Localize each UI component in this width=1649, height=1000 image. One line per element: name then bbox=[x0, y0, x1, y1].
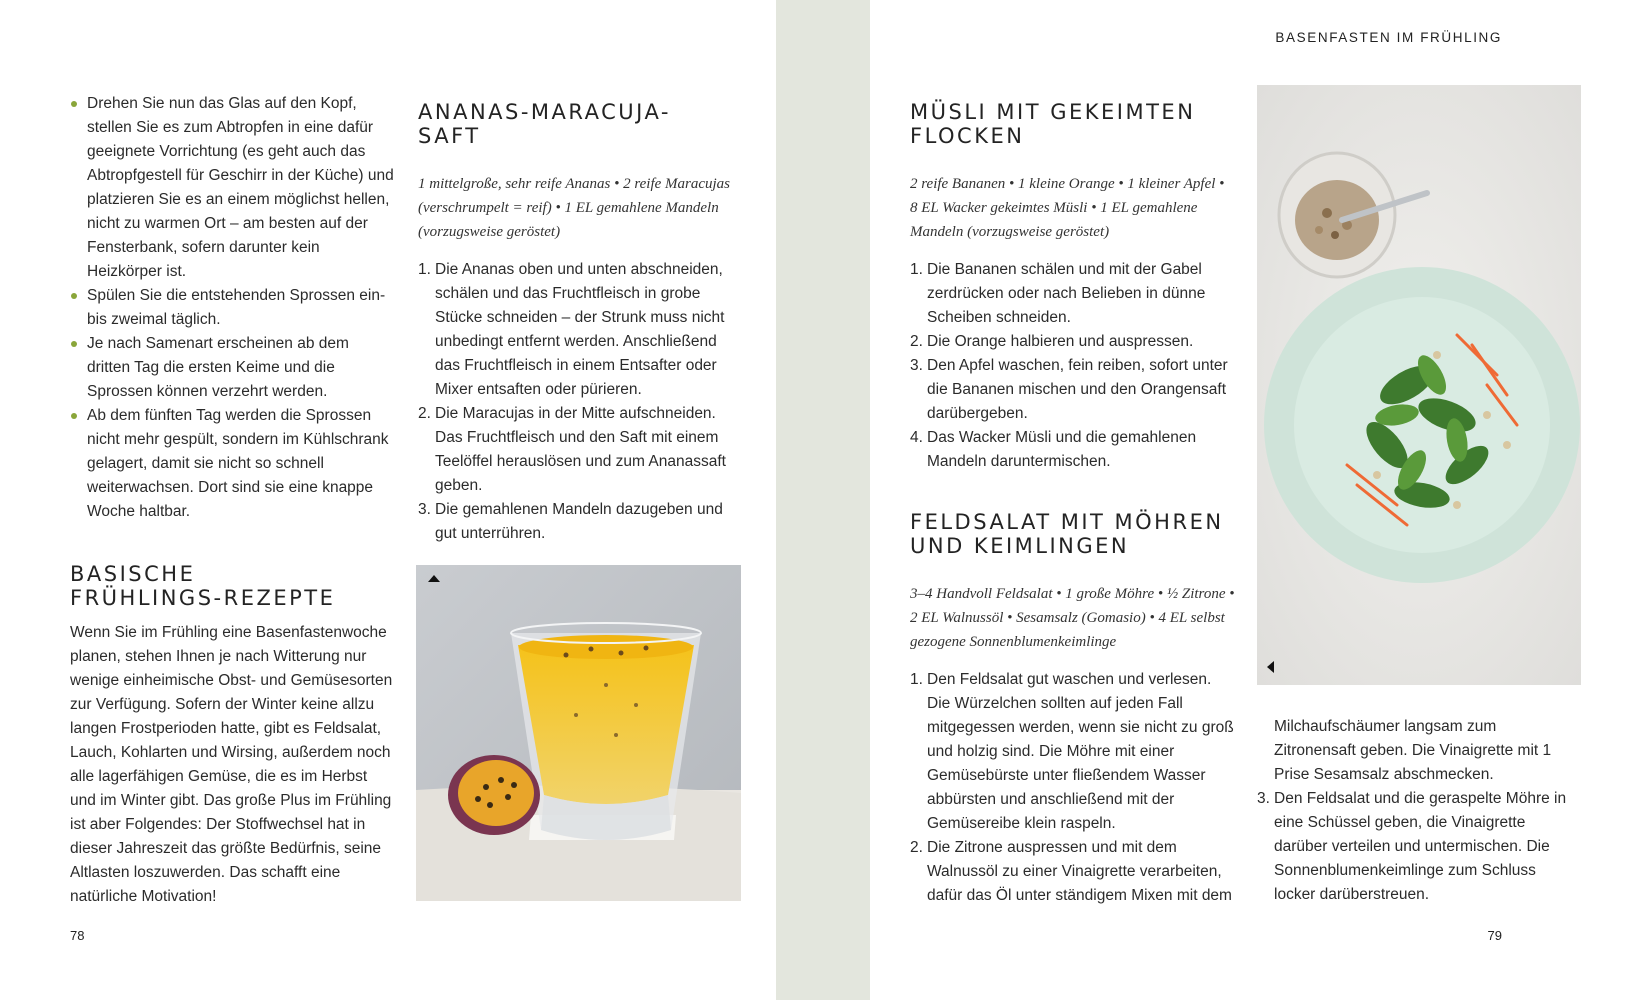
list-item: Drehen Sie nun das Glas auf den Kopf, stellen Sie es zum Abtropfen in eine dafür geeignete Vorrichtung (es geht auch das Abtropfgestell für Geschirr in der Küche) und platzieren Sie es an einem möglichst hellen, nicht zu warmen Ort – am besten auf der Fensterbank, sofern darunter kein Heizkörper ist. bbox=[70, 92, 395, 284]
juice-photo bbox=[416, 565, 741, 901]
list-item bbox=[910, 836, 1235, 908]
step-number: 4. bbox=[910, 429, 923, 446]
salad-plate bbox=[1264, 267, 1580, 583]
list-item: Ab dem fünften Tag werden die Sprossen nicht mehr gespült, sondern im Kühlschrank gelagert, damit sie nicht so schnell weiterwachsen. Dort sind sie eine knappe Woche haltbar. bbox=[70, 404, 395, 524]
triangle-marker-icon bbox=[428, 575, 440, 582]
step-text: Den Apfel waschen, fein reiben, sofort unter die Bananen mischen und den Orangensaft darübergeben. bbox=[927, 357, 1228, 422]
recipe-steps-continued bbox=[1257, 787, 1581, 907]
juice-glass-illustration bbox=[416, 565, 741, 901]
list-item bbox=[1257, 787, 1581, 907]
step-number: 2. bbox=[910, 333, 923, 350]
recipe-steps bbox=[910, 258, 1235, 474]
passion-fruit-half bbox=[448, 755, 540, 835]
page-number: 78 bbox=[70, 928, 85, 943]
section-body-text: Wenn Sie im Frühling eine Basenfastenwoche planen, stehen Ihnen je nach Witterung nur wenige einheimische Obst- und Gemüsesorten zur Verfügung. Sofern der Winter keine allzu langen Frostperioden hatte, gibt es Feldsalat, Lauch, Kohlarten und Wirsing, außerdem noch alle lagerfähigen Gemüse, die es im Herbst und im Winter gibt. Das große Plus im Frühling ist aber Folgendes: Der Stoffwechsel hat in dieser Jahreszeit das größte Bedürfnis, seine Altlasten loszuwerden. Das schafft eine natürliche Motivation! bbox=[70, 624, 393, 905]
page-number: 79 bbox=[1487, 928, 1502, 943]
recipe-ingredients: 2 reife Bananen • 1 kleine Orange • 1 kleiner Apfel • 8 EL Wacker gekeimtes Müsli • 1 EL gemahlene Mandeln (vorzugsweise geröstet) bbox=[910, 176, 1225, 240]
salad-plate-illustration bbox=[1257, 85, 1581, 685]
step-number: 2. bbox=[910, 839, 923, 856]
step-number: 1. bbox=[418, 261, 431, 278]
right-column-1 bbox=[910, 100, 1235, 474]
right-page bbox=[870, 0, 1649, 1000]
left-column-1 bbox=[70, 92, 395, 524]
list-item bbox=[910, 426, 1235, 474]
left-column-2 bbox=[418, 100, 746, 546]
recipe-title: MÜSLI MIT GEKEIMTEN FLOCKEN bbox=[910, 100, 1196, 148]
right-column-1-recipe-2 bbox=[910, 510, 1235, 908]
sprouting-steps-list bbox=[70, 92, 395, 524]
list-item bbox=[910, 668, 1235, 836]
step-text: Die gemahlenen Mandeln dazugeben und gut unterrühren. bbox=[435, 501, 723, 542]
list-item bbox=[910, 354, 1235, 426]
recipe-steps bbox=[910, 668, 1235, 908]
book-gutter bbox=[776, 0, 870, 1000]
recipe-steps bbox=[418, 258, 746, 546]
recipe-title: FELDSALAT MIT MÖHREN UND KEIMLINGEN bbox=[910, 510, 1224, 558]
step-text: Die Orange halbieren und auspressen. bbox=[927, 333, 1194, 350]
step-number: 3. bbox=[418, 501, 431, 518]
section-heading: BASISCHE FRÜHLINGS-REZEPTE bbox=[70, 562, 336, 610]
step-number: 3. bbox=[910, 357, 923, 374]
step-number: 1. bbox=[910, 671, 923, 688]
recipe-title: ANANAS-MARACUJA-SAFT bbox=[418, 100, 671, 148]
step-continuation-text: Milchaufschäumer langsam zum Zitronensaft geben. Die Vinaigrette mit 1 Prise Sesamsalz abschmecken. bbox=[1274, 718, 1552, 783]
left-page bbox=[0, 0, 776, 1000]
salad-photo bbox=[1257, 85, 1581, 685]
step-text: Den Feldsalat gut waschen und verlesen. Die Würzelchen sollten auf jeden Fall mitgegessen werden, wenn sie nicht zu groß und holzig sind. Die Möhre mit einer Gemüsebürste unter fließendem Wasser abbürsten und anschließend mit der Gemüsereibe klein raspeln. bbox=[927, 671, 1234, 832]
step-text: Die Bananen schälen und mit der Gabel zerdrücken oder nach Belieben in dünne Scheiben schneiden. bbox=[927, 261, 1206, 326]
list-item: Spülen Sie die entstehenden Sprossen ein- bis zweimal täglich. bbox=[70, 284, 395, 332]
step-text: Den Feldsalat und die geraspelte Möhre in eine Schüssel geben, die Vinaigrette darüber verteilen und untermischen. Die Sonnenblumenkeimlinge zum Schluss locker darüberstreuen. bbox=[1274, 790, 1567, 903]
running-head: BASENFASTEN IM FRÜHLING bbox=[1275, 30, 1502, 45]
list-item bbox=[910, 330, 1235, 354]
step-number: 1. bbox=[910, 261, 923, 278]
step-text: Die Zitrone auspressen und mit dem Walnussöl zu einer Vinaigrette verarbeiten, dafür das Öl unter ständigem Mixen mit dem bbox=[927, 839, 1232, 904]
spring-recipes-section bbox=[70, 562, 395, 909]
list-item bbox=[910, 258, 1235, 330]
recipe-ingredients: 1 mittelgroße, sehr reife Ananas • 2 reife Maracujas (verschrumpelt = reif) • 1 EL gemahlene Mandeln (vorzugsweise geröstet) bbox=[418, 176, 731, 240]
recipe-ingredients: 3–4 Handvoll Feldsalat • 1 große Möhre • ½ Zitrone • 2 EL Walnussöl • Sesamsalz (Gomasio) • 4 EL selbst gezogene Sonnenblumenkeimlinge bbox=[910, 586, 1235, 650]
list-item: Je nach Samenart erscheinen ab dem dritten Tag die ersten Keime und die Sprossen können verzehrt werden. bbox=[70, 332, 395, 404]
step-text: Die Maracujas in der Mitte aufschneiden. Das Fruchtfleisch und den Saft mit einem Teelöffel herauslösen und zum Ananassaft geben. bbox=[435, 405, 726, 494]
list-item bbox=[418, 258, 746, 402]
list-item bbox=[418, 498, 746, 546]
right-column-2 bbox=[1257, 715, 1581, 907]
triangle-marker-icon bbox=[1267, 661, 1274, 673]
step-number: 3. bbox=[1257, 790, 1270, 807]
step-number: 2. bbox=[418, 405, 431, 422]
step-text: Das Wacker Müsli und die gemahlenen Mandeln daruntermischen. bbox=[927, 429, 1197, 470]
list-item bbox=[418, 402, 746, 498]
step-text: Die Ananas oben und unten abschneiden, schälen und das Fruchtfleisch in grobe Stücke schneiden – der Strunk muss nicht unbedingt entfernt werden. Anschließend das Fruchtfleisch in einem Entsafter oder Mixer entsaften oder pürieren. bbox=[435, 261, 725, 398]
